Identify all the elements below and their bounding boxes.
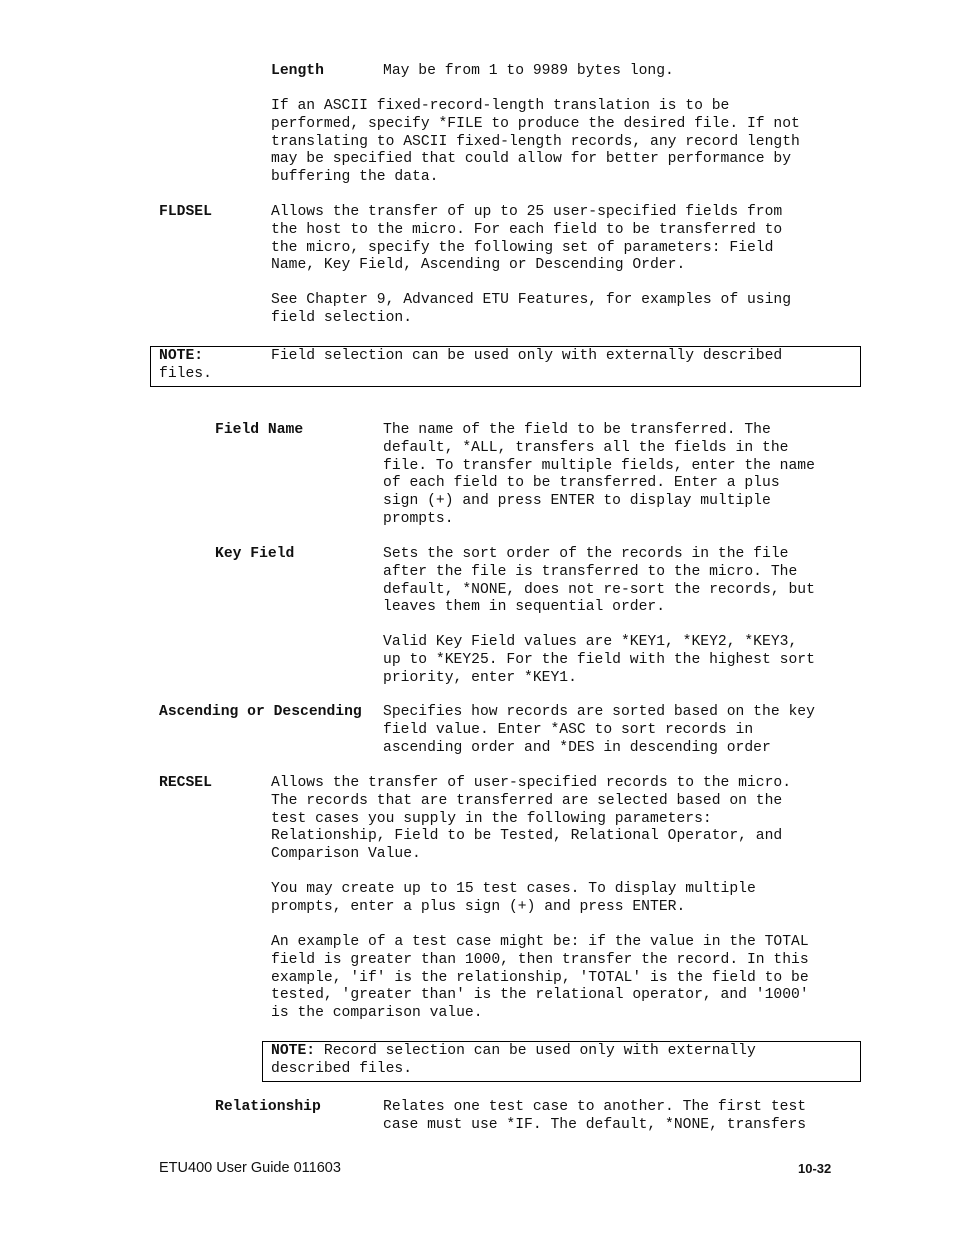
fldsel-label: FLDSEL (159, 204, 212, 220)
asc-desc-label: Ascending or Descending (159, 704, 362, 720)
fldsel-text-1: Allows the transfer of up to 25 user-specified fields from the host to the micro. For each field to be transferred to the micro, specify the following set of parameters: Field Name, Key Field, Ascending or Descending Order. (271, 204, 783, 274)
fldsel-text-2: See Chapter 9, Advanced ETU Features, for examples of using field selection. (271, 292, 792, 326)
recsel-label: RECSEL (159, 775, 212, 791)
footer-guide-title: ETU400 User Guide 011603 (159, 1160, 341, 1176)
note-text-line-1: Field selection can be used only with externally described (271, 348, 783, 364)
length-text-1: May be from 1 to 9989 bytes long. (383, 63, 674, 79)
note-label: NOTE: (159, 348, 204, 364)
length-text-2: If an ASCII fixed-record-length translation is to be performed, specify *FILE to produce the desired file. If not translating to ASCII fixed-length records, any record length may be specified that could allow for better performance by buffering the data. (271, 98, 800, 186)
note-2-text: Record selection can be used only with externally (315, 1043, 756, 1059)
recsel-text-3: An example of a test case might be: if the value in the TOTAL field is greater than 1000, then transfer the record. In this example, 'if' is the relationship, 'TOTAL' is the field to be tested, 'greater than' is the relational operator, and '1000' is the comparison value. (271, 934, 809, 1022)
note-2-label: NOTE: (271, 1043, 316, 1059)
asc-desc-text: Specifies how records are sorted based on the key field value. Enter *ASC to sort records in ascending order and *DES in descending order (383, 704, 815, 756)
note-2-line-2: described files. (271, 1061, 413, 1077)
relationship-text: Relates one test case to another. The first test case must use *IF. The default, *NONE, transfers (383, 1099, 807, 1133)
relationship-label: Relationship (215, 1099, 321, 1115)
field-name-label: Field Name (215, 422, 304, 438)
recsel-text-1: Allows the transfer of user-specified records to the micro. The records that are transferred are selected based on the test cases you supply in the following parameters: Relationship, Field to be Tested, Relational Operator, and Comparison Value. (271, 775, 792, 863)
note-box-record-selection (262, 1041, 861, 1082)
field-name-text: The name of the field to be transferred. The default, *ALL, transfers all the fields in the file. To transfer multiple fields, enter the name of each field to be transferred. Enter a plus sign (+) and press ENTER to display multiple prompts. (383, 422, 815, 527)
footer-page-number: 10-32 (798, 1161, 832, 1176)
key-field-label: Key Field (215, 546, 295, 562)
key-field-text-2: Valid Key Field values are *KEY1, *KEY2, *KEY3, up to *KEY25. For the field with the highest sort priority, enter *KEY1. (383, 634, 815, 686)
note-text-line-2: files. (159, 366, 212, 382)
note-box-field-selection (150, 346, 861, 387)
length-label: Length (271, 63, 324, 79)
key-field-text-1: Sets the sort order of the records in the file after the file is transferred to the micro. The default, *NONE, does not re-sort the records, but leaves them in sequential order. (383, 546, 815, 616)
note-2-line-1 (271, 1043, 756, 1061)
recsel-text-2: You may create up to 15 test cases. To display multiple prompts, enter a plus sign (+) and press ENTER. (271, 881, 756, 915)
